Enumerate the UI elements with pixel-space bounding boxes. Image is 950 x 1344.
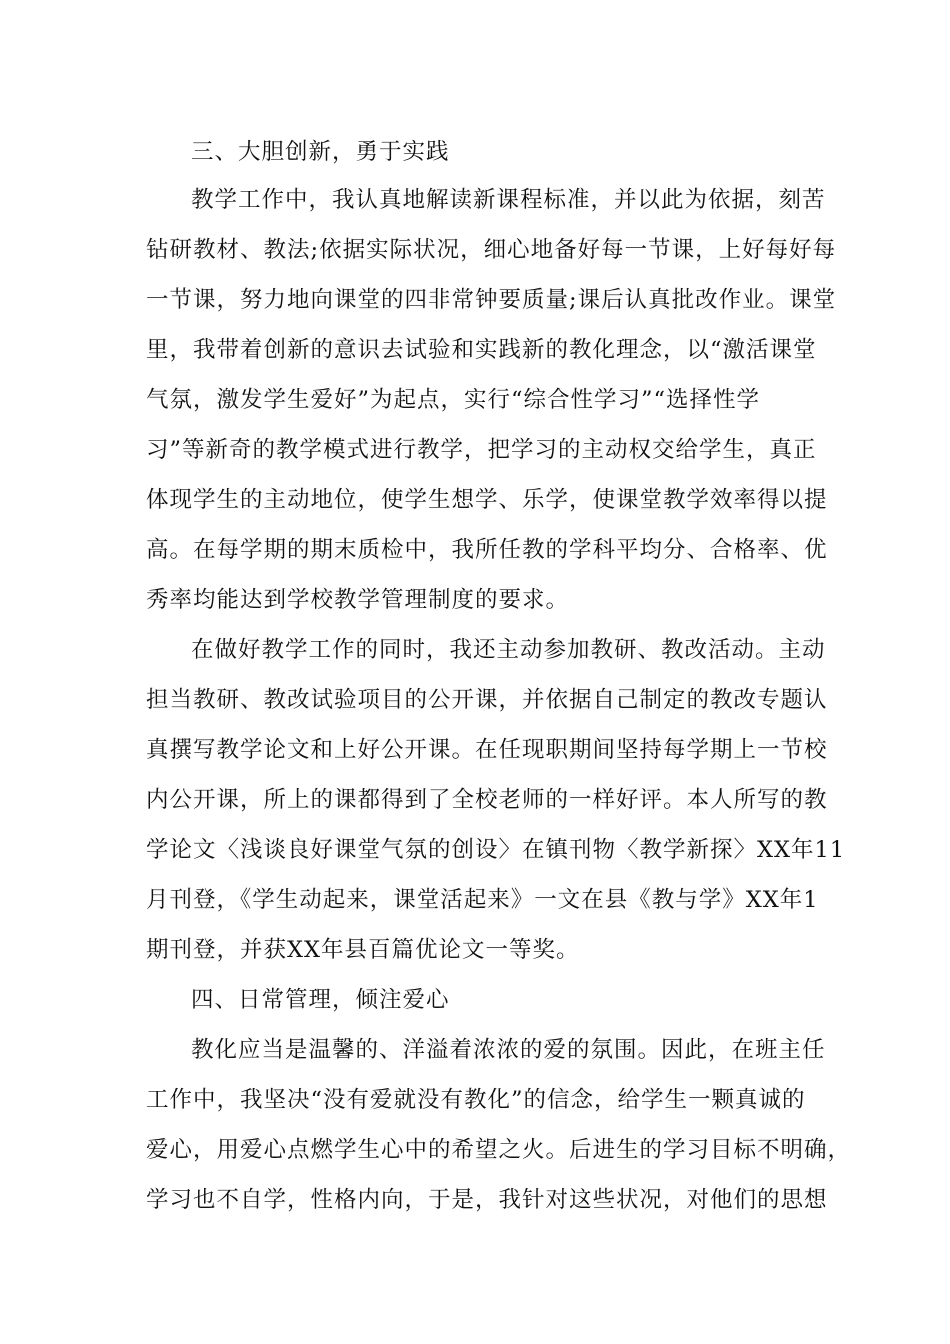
paragraph-line: 在做好教学工作的同时，我还主动参加教研、教改活动。主动 — [191, 637, 826, 663]
paragraph-line: 真撰写教学论文和上好公开课。在任现职期间坚持每学期上一节校 — [146, 737, 828, 763]
paragraph-line: 爱心，用爱心点燃学生心中的希望之火。后进生的学习目标不明确， — [146, 1137, 852, 1163]
paragraph-line: 高。在每学期的期末质检中，我所任教的学科平均分、合格率、优 — [146, 537, 828, 563]
paragraph-line: 工作中，我坚决“没有爱就没有教化”的信念，给学生一颗真诚的 — [146, 1087, 806, 1113]
paragraph-line: 习”等新奇的教学模式进行教学，把学习的主动权交给学生，真正 — [146, 437, 817, 463]
paragraph-line: 秀率均能达到学校教学管理制度的要求。 — [146, 587, 570, 613]
paragraph-line: 里，我带着创新的意识去试验和实践新的教化理念，以“激活课堂 — [146, 337, 817, 363]
paragraph-line: 内公开课，所上的课都得到了全校老师的一样好评。本人所写的教 — [146, 787, 828, 813]
paragraph-line: 月刊登，《学生动起来，课堂活起来》一文在县《教与学》XX年1 — [146, 887, 819, 913]
paragraph-line: 期刊登，并获XX年县百篇优论文一等奖。 — [146, 937, 580, 963]
section-heading-3: 三、大胆创新，勇于实践 — [191, 139, 450, 165]
paragraph-line: 一节课，努力地向课堂的四非常钟要质量;课后认真批改作业。课堂 — [146, 287, 837, 313]
paragraph-line: 体现学生的主动地位，使学生想学、乐学，使课堂教学效率得以提 — [146, 487, 828, 513]
paragraph-line: 教学工作中，我认真地解读新课程标准，并以此为依据，刻苦 — [191, 187, 826, 213]
section-heading-4: 四、日常管理，倾注爱心 — [191, 987, 450, 1013]
paragraph-line: 学习也不自学，性格内向，于是，我针对这些状况，对他们的思想 — [146, 1187, 828, 1213]
paragraph-line: 学论文〈浅谈良好课堂气氛的创设〉在镇刊物〈教学新探〉XX年11 — [146, 837, 846, 863]
paragraph-line: 气氛，激发学生爱好”为起点，实行“综合性学习”“选择性学 — [146, 387, 761, 413]
paragraph-line: 教化应当是温馨的、洋溢着浓浓的爱的氛围。因此，在班主任 — [191, 1037, 826, 1063]
paragraph-line: 钻研教材、教法;依据实际状况，细心地备好每一节课，上好每好每 — [146, 237, 837, 263]
paragraph-line: 担当教研、教改试验项目的公开课，并依据自己制定的教改专题认 — [146, 687, 828, 713]
